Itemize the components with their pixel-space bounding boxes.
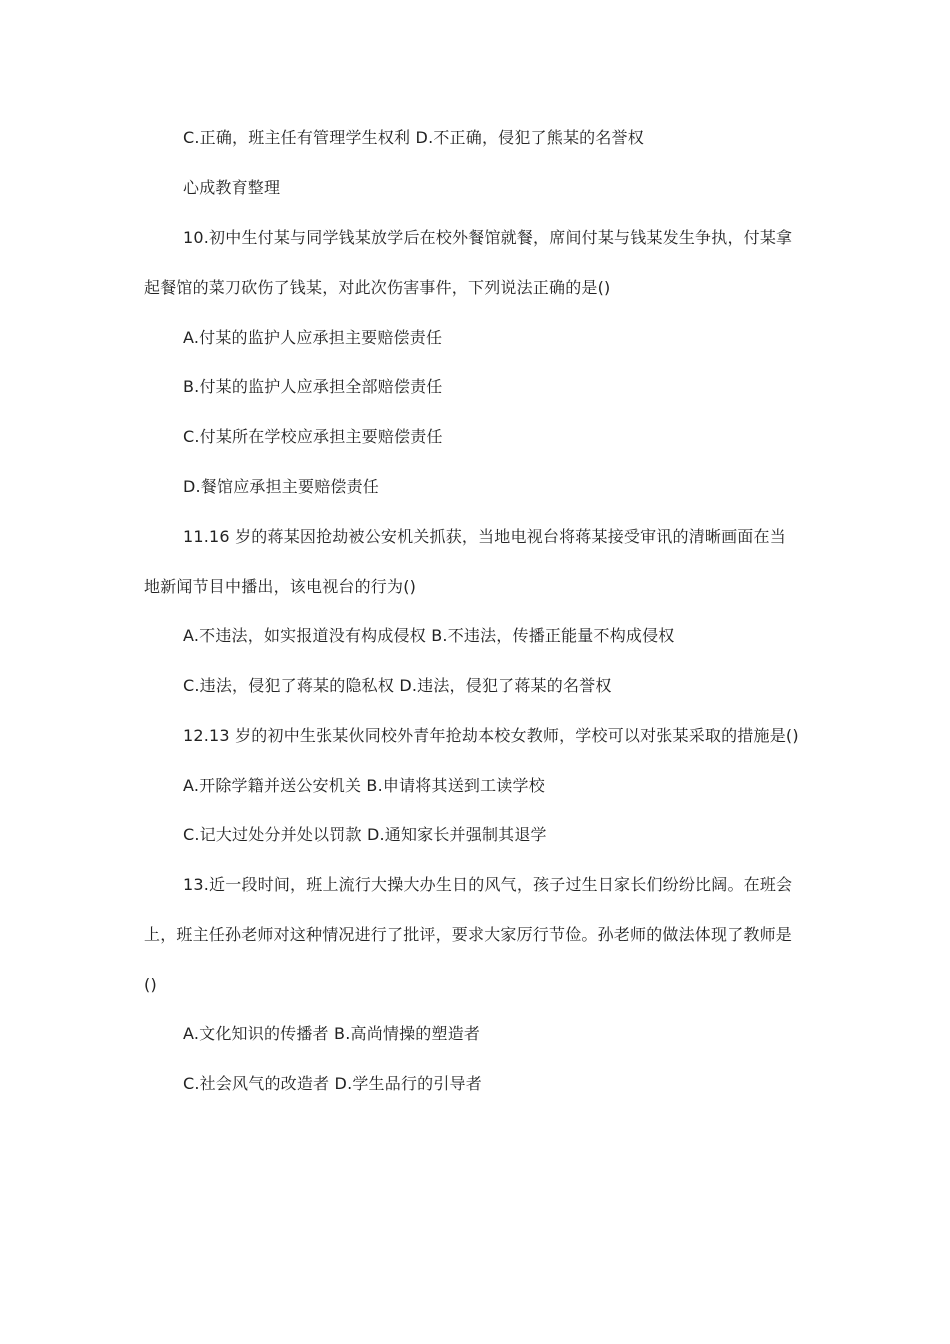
question-10-option-c: C.付某所在学校应承担主要赔偿责任 (183, 427, 443, 446)
question-11-line-1: 11.16 岁的蒋某因抢劫被公安机关抓获，当地电视台将蒋某接受审讯的清晰画面在当 (183, 527, 786, 546)
question-11-options-ab: A.不违法，如实报道没有构成侵权 B.不违法，传播正能量不构成侵权 (183, 626, 675, 645)
question-13-line-2: 上，班主任孙老师对这种情况进行了批评，要求大家厉行节俭。孙老师的做法体现了教师是 (144, 925, 793, 944)
source-note: 心成教育整理 (183, 178, 281, 197)
question-13-line-3: () (144, 975, 157, 994)
question-13-options-cd: C.社会风气的改造者 D.学生品行的引导者 (183, 1074, 482, 1093)
question-11-options-cd: C.违法，侵犯了蒋某的隐私权 D.违法，侵犯了蒋某的名誉权 (183, 676, 612, 695)
question-10-line-1: 10.初中生付某与同学钱某放学后在校外餐馆就餐，席间付某与钱某发生争执，付某拿 (183, 228, 793, 247)
question-13-line-1: 13.近一段时间，班上流行大操大办生日的风气，孩子过生日家长们纷纷比阔。在班会 (183, 875, 793, 894)
question-10-option-b: B.付某的监护人应承担全部赔偿责任 (183, 377, 443, 396)
question-11-line-2: 地新闻节目中播出，该电视台的行为() (144, 577, 417, 596)
question-12-line-1: 12.13 岁的初中生张某伙同校外青年抢劫本校女教师，学校可以对张某采取的措施是() (183, 726, 799, 745)
question-12-options-cd: C.记大过处分并处以罚款 D.通知家长并强制其退学 (183, 825, 547, 844)
question-10-option-d: D.餐馆应承担主要赔偿责任 (183, 477, 380, 496)
question-12-options-ab: A.开除学籍并送公安机关 B.申请将其送到工读学校 (183, 776, 545, 795)
question-10-option-a: A.付某的监护人应承担主要赔偿责任 (183, 328, 443, 347)
question-10-line-2: 起餐馆的菜刀砍伤了钱某，对此次伤害事件，下列说法正确的是() (144, 278, 611, 297)
question-13-options-ab: A.文化知识的传播者 B.高尚情操的塑造者 (183, 1024, 481, 1043)
option-line-q9-cd: C.正确，班主任有管理学生权利 D.不正确，侵犯了熊某的名誉权 (183, 128, 644, 147)
